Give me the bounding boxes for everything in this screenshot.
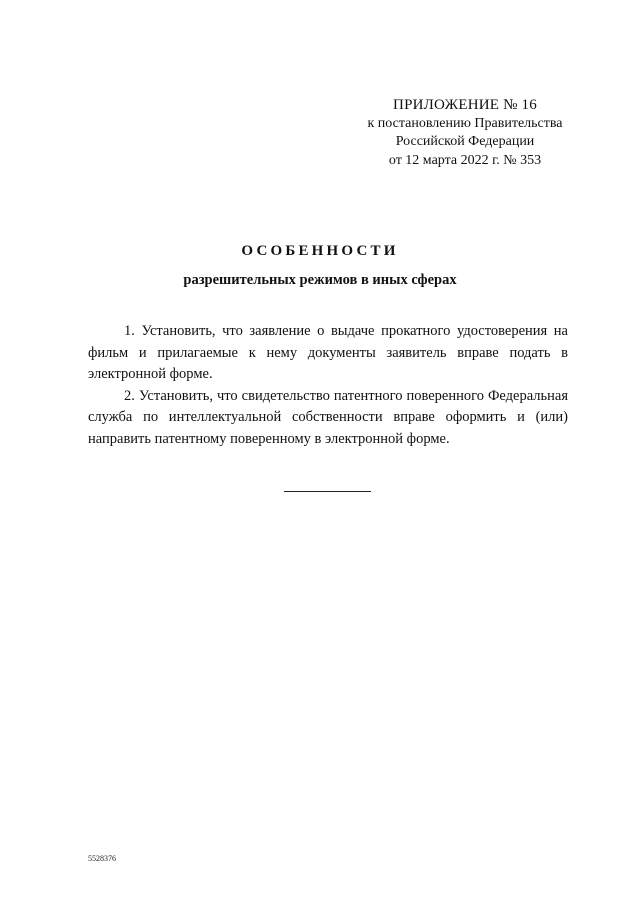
- document-body: [88, 321, 568, 450]
- paragraph-1: 1. Установить, что заявление о выдаче прокатного удостоверения на фильм и прилагаемые к нему документы заявитель вправе подать в электронной форме.: [88, 323, 568, 382]
- end-divider: [284, 491, 371, 492]
- document-code: 5528376: [88, 854, 116, 863]
- paragraph-2: 2. Установить, что свидетельство патентного поверенного Федеральная служба по интеллектуальной собственности вправе оформить и (или) направить патентному поверенному в электронной форме.: [88, 387, 568, 447]
- appendix-line-resolution: к постановлению Правительства: [367, 115, 563, 131]
- document-title: ОСОБЕННОСТИ: [241, 243, 399, 259]
- document-subtitle: разрешительных режимов в иных сферах: [183, 272, 457, 288]
- appendix-line-federation: Российской Федерации: [395, 134, 535, 149]
- appendix-line-date-number: от 12 марта 2022 г. № 353: [388, 152, 542, 168]
- appendix-heading: ПРИЛОЖЕНИЕ № 16: [393, 97, 537, 113]
- appendix-block: [340, 96, 590, 170]
